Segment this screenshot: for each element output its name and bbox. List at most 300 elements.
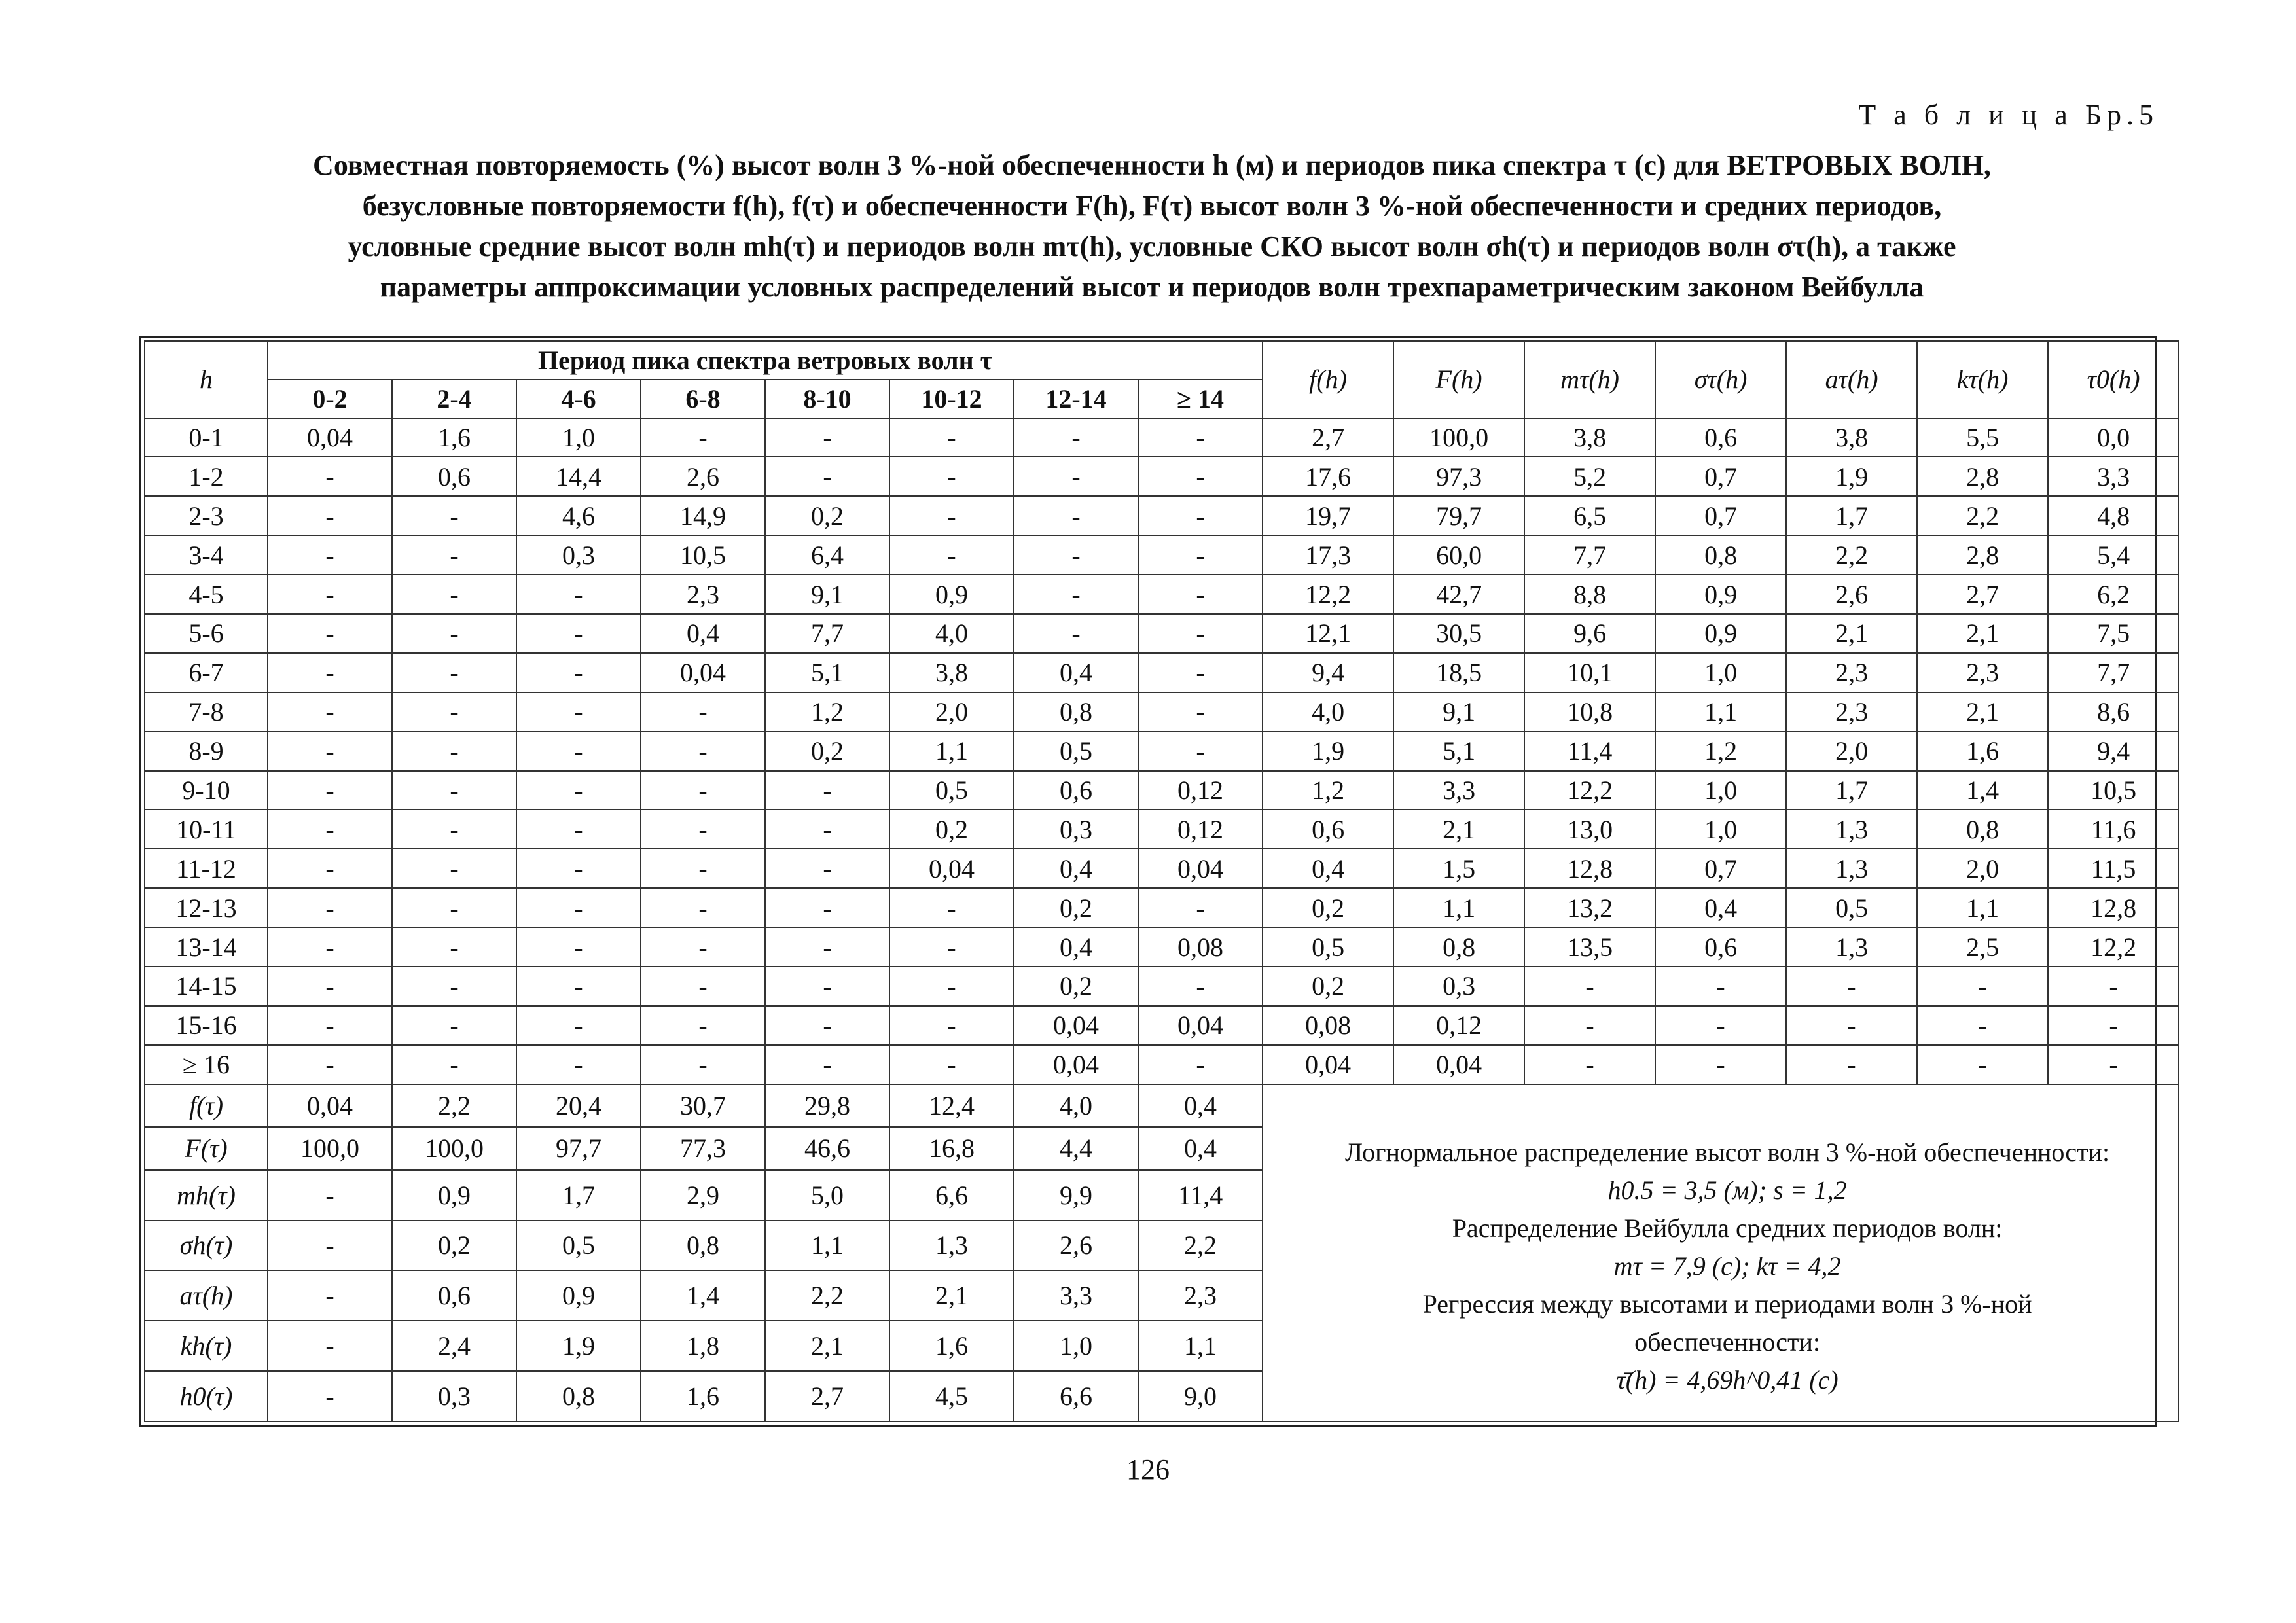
joint-frequency-cell: - [1138, 496, 1263, 535]
stat-row-cell: 1,8 [641, 1321, 765, 1371]
stat-cell: 11,5 [2048, 849, 2179, 888]
stat-cell: 13,0 [1524, 810, 1655, 849]
joint-frequency-cell: - [268, 614, 392, 653]
stat-cell: - [1655, 967, 1786, 1006]
page-number: 126 [1126, 1454, 1170, 1486]
stat-cell: 5,2 [1524, 457, 1655, 496]
stat-cell: - [1524, 967, 1655, 1006]
stat-cell: 0,7 [1655, 457, 1786, 496]
joint-frequency-cell: - [392, 810, 516, 849]
joint-frequency-cell: - [516, 575, 641, 614]
stat-cell: 2,3 [1786, 653, 1917, 692]
period-header: 0-2 [268, 380, 392, 418]
joint-frequency-cell: - [641, 1045, 765, 1084]
stat-row-cell: 0,2 [392, 1221, 516, 1271]
joint-frequency-cell: - [268, 849, 392, 888]
stat-row-cell: 77,3 [641, 1127, 765, 1170]
joint-frequency-cell: - [268, 575, 392, 614]
joint-frequency-cell: 0,3 [1014, 810, 1138, 849]
joint-frequency-cell: 0,04 [1138, 849, 1263, 888]
joint-frequency-cell: - [268, 888, 392, 927]
joint-frequency-cell: - [268, 457, 392, 496]
stat-cell: 6,2 [2048, 575, 2179, 614]
joint-frequency-cell: - [268, 692, 392, 732]
row-height-label: 11-12 [145, 849, 268, 888]
stat-cell: 2,2 [1786, 535, 1917, 575]
stat-cell: 0,08 [1263, 1006, 1393, 1045]
joint-frequency-cell: 3,8 [889, 653, 1014, 692]
stat-cell: - [1917, 1045, 2048, 1084]
joint-frequency-cell: - [268, 496, 392, 535]
stat-cell: 2,1 [1786, 614, 1917, 653]
stat-row-label: h0(τ) [145, 1371, 268, 1421]
stat-row-cell: 2,2 [765, 1270, 889, 1321]
row-height-label: 14-15 [145, 967, 268, 1006]
joint-frequency-cell: 0,12 [1138, 810, 1263, 849]
joint-frequency-cell: - [392, 692, 516, 732]
joint-frequency-cell: 0,04 [1014, 1006, 1138, 1045]
stat-cell: 12,8 [2048, 888, 2179, 927]
stat-row-label: mh(τ) [145, 1170, 268, 1221]
stat-cell: 0,5 [1263, 927, 1393, 967]
stat-cell: - [1655, 1045, 1786, 1084]
stat-cell: 0,04 [1263, 1045, 1393, 1084]
joint-frequency-cell: - [641, 927, 765, 967]
note-line: Регрессия между высотами и периодами волн 3 %-ной [1422, 1289, 2032, 1319]
joint-frequency-cell: - [1014, 457, 1138, 496]
stat-row [145, 1084, 2179, 1128]
stat-cell: 1,4 [1917, 771, 2048, 810]
stat-cell: 1,9 [1263, 732, 1393, 771]
stat-column-header: aτ(h) [1786, 341, 1917, 418]
table-row [145, 418, 2179, 457]
stat-cell: 17,6 [1263, 457, 1393, 496]
stat-row-label: kh(τ) [145, 1321, 268, 1371]
stat-row-cell: 1,1 [1138, 1321, 1263, 1371]
stat-cell: 2,1 [1917, 614, 2048, 653]
title-line: параметры аппроксимации условных распределений высот и периодов волн трехпараметрическим законом Вейбулла [380, 271, 1924, 303]
joint-frequency-cell: - [392, 496, 516, 535]
stat-cell: 1,3 [1786, 927, 1917, 967]
joint-frequency-cell: - [765, 849, 889, 888]
stat-row-cell: 2,2 [1138, 1221, 1263, 1271]
stat-cell: 2,6 [1786, 575, 1917, 614]
stat-cell: - [2048, 1045, 2179, 1084]
joint-frequency-cell: - [765, 888, 889, 927]
stat-column-header: τ0(h) [2048, 341, 2179, 418]
stat-cell: - [1655, 1006, 1786, 1045]
joint-frequency-cell: - [641, 967, 765, 1006]
period-header: 4-6 [516, 380, 641, 418]
stat-cell: 1,6 [1917, 732, 2048, 771]
joint-frequency-cell: - [1138, 457, 1263, 496]
stat-cell: 30,5 [1393, 614, 1524, 653]
stat-cell: - [1524, 1045, 1655, 1084]
stat-cell: 10,8 [1524, 692, 1655, 732]
stat-row-cell: 1,1 [765, 1221, 889, 1271]
stat-row-cell: 11,4 [1138, 1170, 1263, 1221]
stat-cell: - [1917, 1006, 2048, 1045]
joint-frequency-cell: - [268, 927, 392, 967]
stat-row-label: F(τ) [145, 1127, 268, 1170]
joint-frequency-cell: 7,7 [765, 614, 889, 653]
stat-row-cell: 2,2 [392, 1084, 516, 1128]
stat-cell: 12,1 [1263, 614, 1393, 653]
stat-row-cell: 5,0 [765, 1170, 889, 1221]
stat-cell: 5,1 [1393, 732, 1524, 771]
row-height-label: 3-4 [145, 535, 268, 575]
joint-frequency-cell: - [392, 653, 516, 692]
joint-frequency-cell: - [392, 614, 516, 653]
joint-frequency-cell: 1,6 [392, 418, 516, 457]
joint-frequency-cell: 10,5 [641, 535, 765, 575]
joint-frequency-cell: 0,4 [641, 614, 765, 653]
period-header: ≥ 14 [1138, 380, 1263, 418]
joint-frequency-cell: 14,4 [516, 457, 641, 496]
joint-frequency-cell: 0,6 [1014, 771, 1138, 810]
stat-cell: 7,5 [2048, 614, 2179, 653]
stat-cell: 7,7 [2048, 653, 2179, 692]
stat-row-cell: 0,5 [516, 1221, 641, 1271]
table-row [145, 927, 2179, 967]
stat-cell: 13,5 [1524, 927, 1655, 967]
stat-cell: 0,8 [1917, 810, 2048, 849]
period-header: 12-14 [1014, 380, 1138, 418]
joint-frequency-cell: - [392, 849, 516, 888]
stat-row-cell: 100,0 [268, 1127, 392, 1170]
joint-frequency-cell: 0,4 [1014, 927, 1138, 967]
stat-row-cell: 2,6 [1014, 1221, 1138, 1271]
stat-cell: 2,8 [1917, 457, 2048, 496]
stat-row-cell: 2,3 [1138, 1270, 1263, 1321]
row-height-label: 13-14 [145, 927, 268, 967]
stat-cell: 1,3 [1786, 810, 1917, 849]
joint-frequency-cell: - [516, 849, 641, 888]
stat-cell: 2,0 [1786, 732, 1917, 771]
joint-frequency-cell: - [765, 1006, 889, 1045]
row-height-label: 12-13 [145, 888, 268, 927]
joint-frequency-cell: - [641, 732, 765, 771]
stat-row-cell: 12,4 [889, 1084, 1014, 1128]
stat-cell: 3,8 [1786, 418, 1917, 457]
period-header: 8-10 [765, 380, 889, 418]
stat-cell: 19,7 [1263, 496, 1393, 535]
stat-cell: 1,1 [1655, 692, 1786, 732]
stat-row-cell: 30,7 [641, 1084, 765, 1128]
stat-row-cell: 0,04 [268, 1084, 392, 1128]
stat-row-cell: 2,1 [765, 1321, 889, 1371]
stat-cell: 5,4 [2048, 535, 2179, 575]
joint-frequency-cell: - [1138, 692, 1263, 732]
joint-frequency-cell: - [765, 418, 889, 457]
stat-cell: 0,04 [1393, 1045, 1524, 1084]
stat-cell: - [1917, 967, 2048, 1006]
joint-frequency-cell: 0,04 [641, 653, 765, 692]
joint-frequency-cell: - [516, 888, 641, 927]
stat-row-cell: 2,7 [765, 1371, 889, 1421]
stat-cell: 42,7 [1393, 575, 1524, 614]
joint-frequency-cell: 0,5 [1014, 732, 1138, 771]
joint-frequency-cell: 0,2 [765, 496, 889, 535]
stat-cell: - [1524, 1006, 1655, 1045]
stat-cell: 0,8 [1393, 927, 1524, 967]
stat-cell: 1,7 [1786, 771, 1917, 810]
joint-frequency-cell: 0,04 [1014, 1045, 1138, 1084]
stat-cell: 0,4 [1263, 849, 1393, 888]
stat-cell: 5,5 [1917, 418, 2048, 457]
joint-frequency-cell: - [516, 967, 641, 1006]
stat-cell: 0,9 [1655, 575, 1786, 614]
joint-frequency-cell: - [641, 692, 765, 732]
table-row [145, 771, 2179, 810]
joint-frequency-cell: - [516, 692, 641, 732]
row-height-label: 10-11 [145, 810, 268, 849]
title-line: условные средние высот волн mh(τ) и периодов волн mτ(h), условные СКО высот волн σh(τ) и периодов волн στ(h), а также [348, 230, 1956, 262]
stat-cell: 0,4 [1655, 888, 1786, 927]
title-line: безусловные повторяемости f(h), f(τ) и обеспеченности F(h), F(τ) высот волн 3 %-ной обеспеченности и средних периодов, [362, 190, 1942, 222]
stat-row-cell: 46,6 [765, 1127, 889, 1170]
table-row [145, 967, 2179, 1006]
joint-frequency-cell: 0,04 [889, 849, 1014, 888]
joint-frequency-cell: - [641, 1006, 765, 1045]
joint-frequency-cell: - [765, 1045, 889, 1084]
joint-frequency-cell: 0,4 [1014, 849, 1138, 888]
joint-frequency-cell: - [641, 849, 765, 888]
joint-frequency-cell: - [765, 810, 889, 849]
stat-cell: 79,7 [1393, 496, 1524, 535]
row-height-label: 5-6 [145, 614, 268, 653]
joint-frequency-cell: - [516, 732, 641, 771]
stat-cell: - [1786, 967, 1917, 1006]
stat-cell: 2,1 [1917, 692, 2048, 732]
joint-frequency-cell: - [1138, 653, 1263, 692]
stat-cell: 10,1 [1524, 653, 1655, 692]
stat-cell: 2,5 [1917, 927, 2048, 967]
stat-row-cell: - [268, 1321, 392, 1371]
period-header: 6-8 [641, 380, 765, 418]
joint-frequency-cell: - [268, 535, 392, 575]
stat-row-cell: 0,9 [392, 1170, 516, 1221]
joint-frequency-cell: - [268, 967, 392, 1006]
h-header: h [145, 341, 268, 418]
joint-frequency-cell: - [889, 888, 1014, 927]
stat-row-cell: 4,0 [1014, 1084, 1138, 1128]
stat-row-cell: 6,6 [889, 1170, 1014, 1221]
joint-frequency-cell: - [641, 888, 765, 927]
joint-frequency-cell: - [516, 1045, 641, 1084]
stat-row-cell: 1,7 [516, 1170, 641, 1221]
stat-row-cell: - [268, 1371, 392, 1421]
stat-cell: 0,9 [1655, 614, 1786, 653]
stat-cell: 1,3 [1786, 849, 1917, 888]
stat-cell: 11,4 [1524, 732, 1655, 771]
stat-cell: 0,0 [2048, 418, 2179, 457]
stat-cell: 12,8 [1524, 849, 1655, 888]
stat-row-cell: 1,3 [889, 1221, 1014, 1271]
stat-cell: 100,0 [1393, 418, 1524, 457]
stat-cell: 0,8 [1655, 535, 1786, 575]
joint-frequency-cell: - [268, 1006, 392, 1045]
stat-cell: 0,6 [1655, 418, 1786, 457]
stat-cell: 2,1 [1393, 810, 1524, 849]
joint-frequency-cell: 0,2 [1014, 967, 1138, 1006]
joint-frequency-cell: - [889, 967, 1014, 1006]
stat-row-cell: 29,8 [765, 1084, 889, 1128]
stat-row-label: f(τ) [145, 1084, 268, 1128]
table-label: Т а б л и ц а Бр.5 [1858, 99, 2159, 131]
period-header: 2-4 [392, 380, 516, 418]
joint-frequency-cell: - [1138, 967, 1263, 1006]
joint-frequency-cell: 2,0 [889, 692, 1014, 732]
stat-cell: 11,6 [2048, 810, 2179, 849]
table-row [145, 692, 2179, 732]
joint-frequency-cell: - [516, 810, 641, 849]
joint-frequency-cell: - [1014, 535, 1138, 575]
stat-row-cell: 9,0 [1138, 1371, 1263, 1421]
stat-cell: 2,8 [1917, 535, 2048, 575]
notes-cell [1263, 1084, 2179, 1421]
joint-frequency-cell: - [641, 771, 765, 810]
row-height-label: 4-5 [145, 575, 268, 614]
stat-row-cell: 4,4 [1014, 1127, 1138, 1170]
stat-cell: 1,7 [1786, 496, 1917, 535]
stat-cell: 0,6 [1263, 810, 1393, 849]
joint-frequency-cell: 1,2 [765, 692, 889, 732]
joint-frequency-cell: - [516, 614, 641, 653]
table-row [145, 1006, 2179, 1045]
table-row [145, 575, 2179, 614]
joint-frequency-cell: 4,0 [889, 614, 1014, 653]
joint-frequency-cell: - [268, 810, 392, 849]
note-line: mτ = 7,9 (с); kτ = 4,2 [1613, 1251, 1841, 1281]
stat-row-cell: 0,9 [516, 1270, 641, 1321]
stat-row-cell: 0,8 [641, 1221, 765, 1271]
stat-row-cell: 97,7 [516, 1127, 641, 1170]
stat-cell: 0,2 [1263, 967, 1393, 1006]
joint-frequency-cell: - [516, 927, 641, 967]
stat-cell: 2,0 [1917, 849, 2048, 888]
stat-column-header: F(h) [1393, 341, 1524, 418]
stat-cell: 18,5 [1393, 653, 1524, 692]
stat-cell: 12,2 [1263, 575, 1393, 614]
table-title [144, 145, 2160, 308]
row-height-label: ≥ 16 [145, 1045, 268, 1084]
stat-row-cell: 0,8 [516, 1371, 641, 1421]
joint-frequency-cell: - [889, 1006, 1014, 1045]
stat-cell: 0,12 [1393, 1006, 1524, 1045]
joint-frequency-cell: 0,2 [1014, 888, 1138, 927]
joint-frequency-cell: 0,08 [1138, 927, 1263, 967]
stat-row-label: σh(τ) [145, 1221, 268, 1271]
stat-cell: 2,7 [1917, 575, 2048, 614]
joint-frequency-cell: - [392, 732, 516, 771]
joint-frequency-cell: 9,1 [765, 575, 889, 614]
table-row [145, 849, 2179, 888]
joint-frequency-cell: - [516, 771, 641, 810]
joint-frequency-cell: - [765, 771, 889, 810]
note-line: обеспеченности: [1634, 1327, 1821, 1357]
row-height-label: 9-10 [145, 771, 268, 810]
joint-frequency-cell: 0,2 [765, 732, 889, 771]
joint-frequency-cell: - [889, 496, 1014, 535]
data-table-frame [139, 336, 2157, 1427]
stat-row-cell: 1,9 [516, 1321, 641, 1371]
joint-frequency-cell: 0,9 [889, 575, 1014, 614]
stat-column-header: kτ(h) [1917, 341, 2048, 418]
stat-row-cell: 0,6 [392, 1270, 516, 1321]
stat-cell: 3,3 [1393, 771, 1524, 810]
stat-row-cell: 0,4 [1138, 1127, 1263, 1170]
stat-cell: 1,9 [1786, 457, 1917, 496]
stat-row-cell: 16,8 [889, 1127, 1014, 1170]
joint-frequency-cell: - [1138, 575, 1263, 614]
joint-frequency-cell: 2,6 [641, 457, 765, 496]
stat-cell: 9,4 [2048, 732, 2179, 771]
joint-frequency-cell: - [765, 927, 889, 967]
stat-row-cell: 20,4 [516, 1084, 641, 1128]
stat-cell: 7,7 [1524, 535, 1655, 575]
joint-frequency-cell: 0,8 [1014, 692, 1138, 732]
joint-frequency-cell: - [1138, 614, 1263, 653]
joint-frequency-cell: - [889, 927, 1014, 967]
table-row [145, 653, 2179, 692]
joint-frequency-cell: 0,04 [268, 418, 392, 457]
stat-column-header: mτ(h) [1524, 341, 1655, 418]
stat-row-cell: 1,6 [641, 1371, 765, 1421]
stat-cell: 0,3 [1393, 967, 1524, 1006]
stat-row-label: aτ(h) [145, 1270, 268, 1321]
stat-row-cell: 0,4 [1138, 1084, 1263, 1128]
stat-cell: 6,5 [1524, 496, 1655, 535]
table-row [145, 1045, 2179, 1084]
stat-cell: 2,2 [1917, 496, 2048, 535]
stat-cell: 1,5 [1393, 849, 1524, 888]
table-row [145, 888, 2179, 927]
period-group-header: Период пика спектра ветровых волн τ [268, 341, 1263, 380]
joint-frequency-cell: 0,2 [889, 810, 1014, 849]
joint-frequency-cell: - [1014, 496, 1138, 535]
period-header: 10-12 [889, 380, 1014, 418]
joint-frequency-cell: 6,4 [765, 535, 889, 575]
stat-row-cell: 4,5 [889, 1371, 1014, 1421]
stat-cell: 2,3 [1917, 653, 2048, 692]
joint-frequency-cell: - [392, 927, 516, 967]
row-height-label: 8-9 [145, 732, 268, 771]
title-line: Совместная повторяемость (%) высот волн 3 %-ной обеспеченности h (м) и периодов пика спектра τ (с) для ВЕТРОВЫХ ВОЛН, [313, 149, 1991, 181]
note-line: h0.5 = 3,5 (м); s = 1,2 [1607, 1175, 1847, 1205]
stat-cell: 9,6 [1524, 614, 1655, 653]
stat-cell: 1,0 [1655, 771, 1786, 810]
stat-column-header: f(h) [1263, 341, 1393, 418]
stat-cell: 0,7 [1655, 849, 1786, 888]
stat-row-cell: 100,0 [392, 1127, 516, 1170]
stat-cell: 1,1 [1917, 888, 2048, 927]
joint-frequency-cell: - [765, 457, 889, 496]
stat-row-cell: - [268, 1170, 392, 1221]
joint-frequency-cell: - [641, 418, 765, 457]
stat-cell: 12,2 [2048, 927, 2179, 967]
stat-cell: 0,7 [1655, 496, 1786, 535]
joint-frequency-cell: - [889, 457, 1014, 496]
header-row [145, 341, 2179, 380]
stat-column-header: στ(h) [1655, 341, 1786, 418]
stat-cell: 97,3 [1393, 457, 1524, 496]
stat-row-cell: 1,4 [641, 1270, 765, 1321]
joint-frequency-cell: - [889, 418, 1014, 457]
joint-frequency-cell: - [268, 653, 392, 692]
joint-frequency-cell: - [516, 653, 641, 692]
stat-row-cell: - [268, 1221, 392, 1271]
